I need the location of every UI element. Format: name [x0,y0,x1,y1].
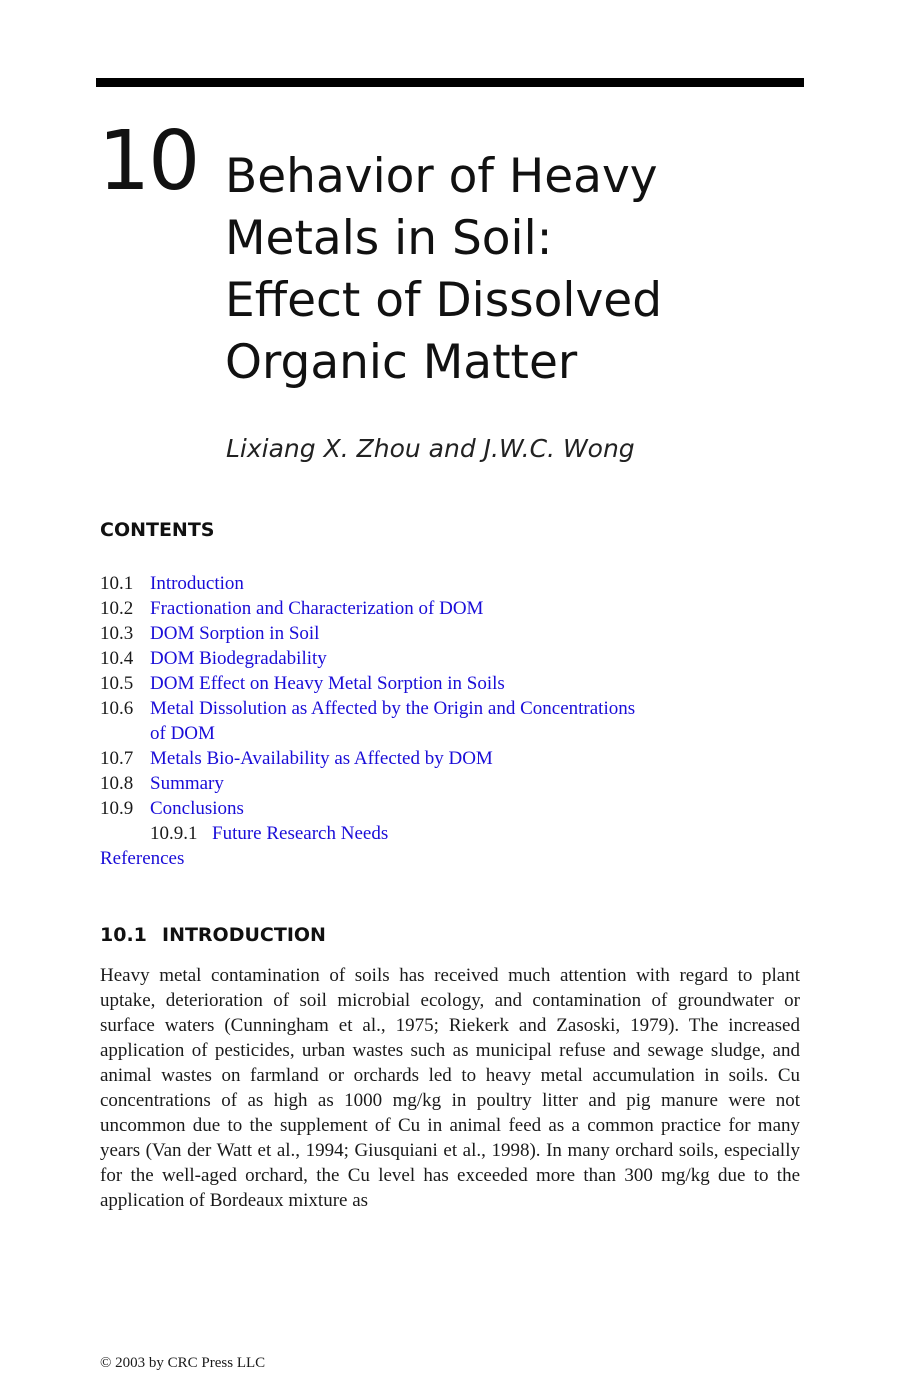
toc-entry [100,846,740,871]
chapter-authors: Lixiang X. Zhou and J.W.C. Wong [226,434,635,463]
toc-entry [100,671,740,696]
toc-link-bio-availability[interactable]: Metals Bio-Availability as Affected by DOM [150,748,493,769]
toc-entry-number: 10.7 [100,748,134,769]
top-rule [96,78,804,87]
toc-entry-number: 10.9 [100,798,134,819]
table-of-contents [100,571,740,871]
chapter-title-line: Metals in Soil: [225,211,553,266]
toc-entry-continuation [100,721,740,746]
toc-entry [100,771,740,796]
toc-link-dom-effect[interactable]: DOM Effect on Heavy Metal Sorption in Soils [150,673,505,694]
toc-entry [100,821,740,846]
toc-link-dom-sorption[interactable]: DOM Sorption in Soil [150,623,320,644]
toc-entry-number: 10.3 [100,623,134,644]
toc-entry-number: 10.5 [100,673,134,694]
toc-link-dom-biodegradability[interactable]: DOM Biodegradability [150,648,327,669]
section-heading [100,922,326,948]
toc-link-conclusions[interactable]: Conclusions [150,798,244,819]
chapter-title-line: Behavior of Heavy [225,149,658,204]
toc-entry-number: 10.9.1 [150,823,198,844]
toc-link-introduction[interactable]: Introduction [150,573,244,594]
toc-entry [100,746,740,771]
toc-entry [100,796,740,821]
toc-entry [100,646,740,671]
body-paragraph: Heavy metal contamination of soils has received much attention with regard to plant uptake, deterioration of soil microbial ecology, and contamination of groundwater or surface waters (Cunningham et al., 1975; Riekerk and Zasoski, 1979). The increased application of pesticides, urban wastes such as municipal refuse and sewage sludge, and animal wastes on farmland or orchards led to heavy metal accumulation in soils. Cu concentrations of as high as 1000 mg/kg in poultry litter and pig manure were not uncommon due to the supplement of Cu in animal feed as a common practice for many years (Van der Watt et al., 1994; Giusquiani et al., 1998). In many orchard soils, especially for the well-aged orchard, the Cu level has exceeded more than 300 mg/kg due to the application of Bordeaux mixture as [100,965,800,1211]
toc-link-references[interactable]: References [100,848,185,869]
toc-entry [100,571,740,596]
toc-entry [100,621,740,646]
chapter-title-line: Organic Matter [225,335,578,390]
toc-entry-number: 10.4 [100,648,134,669]
section-number: 10.1 [100,924,147,946]
chapter-title [225,146,825,394]
copyright-footer: © 2003 by CRC Press LLC [100,1355,266,1371]
toc-link-metal-dissolution-cont[interactable]: of DOM [150,723,215,744]
toc-entry-number: 10.1 [100,573,134,594]
chapter-number: 10 [98,114,199,209]
chapter-title-line: Effect of Dissolved [225,273,663,328]
contents-heading: CONTENTS [100,519,215,541]
toc-entry-number: 10.6 [100,698,134,719]
toc-entry [100,696,740,721]
toc-entry-number: 10.2 [100,598,134,619]
section-title: INTRODUCTION [162,924,326,946]
toc-link-future-research[interactable]: Future Research Needs [212,823,389,844]
toc-link-summary[interactable]: Summary [150,773,224,794]
toc-entry [100,596,740,621]
toc-link-metal-dissolution[interactable]: Metal Dissolution as Affected by the Origin and Concentrations [150,698,636,719]
toc-link-fractionation[interactable]: Fractionation and Characterization of DOM [150,598,484,619]
toc-entry-number: 10.8 [100,773,134,794]
